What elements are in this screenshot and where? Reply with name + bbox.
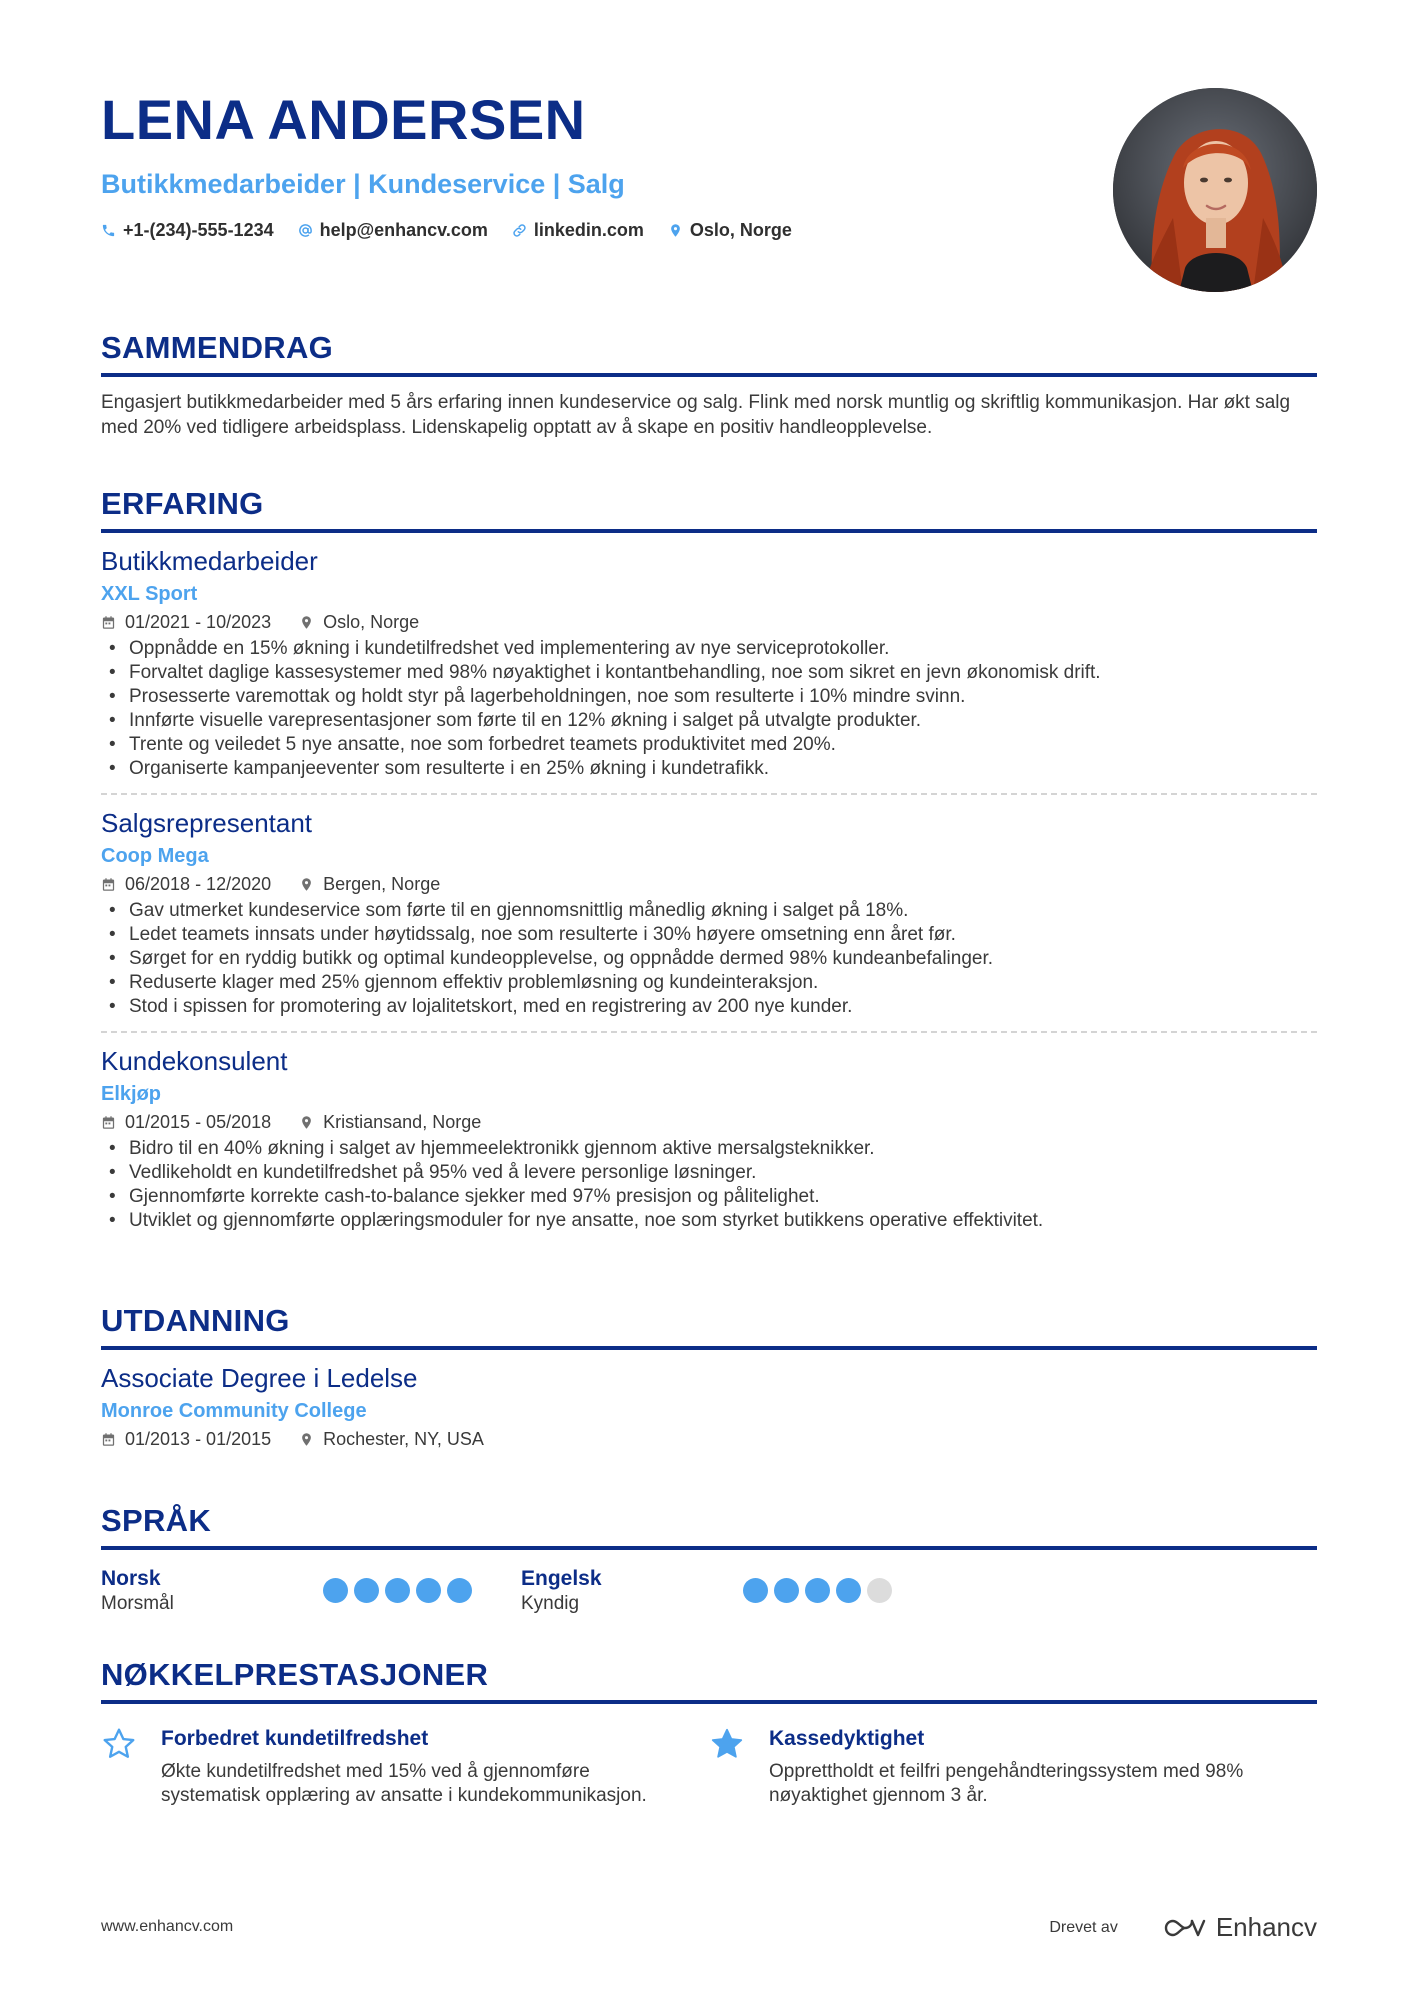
star-outline-icon [101, 1726, 137, 1762]
footer [101, 1912, 1317, 1942]
education-entry [101, 1362, 1317, 1451]
achievement-item [709, 1726, 1317, 1808]
powered-by-text: Drevet av [1049, 1918, 1118, 1936]
bullet-item: • Trente og veiledet 5 nye ansatte, noe som forbedret teamets produktivitet med 20%. [101, 733, 1317, 757]
bullet-item: • Gjennomførte korrekte cash-to-balance sjekker med 97% presisjon og pålitelighet. [101, 1185, 1317, 1209]
job-meta [101, 1110, 1317, 1134]
location-pin-icon [668, 223, 683, 238]
tagline: Butikkmedarbeider | Kundeservice | Salg [101, 169, 625, 199]
job-dates-text: 01/2015 - 05/2018 [125, 1112, 272, 1132]
achievement-title: Forbedret kundetilfredshet [161, 1727, 429, 1750]
section-divider [101, 373, 1317, 377]
rating-dot-filled [447, 1578, 472, 1603]
company-name: Elkjøp [101, 1083, 162, 1105]
job-location [299, 872, 440, 896]
bullet-item: • Innførte visuelle varepresentasjoner som førte til en 12% økning i salget på utvalgte produkter. [101, 709, 1317, 733]
rating-dot-filled [416, 1578, 441, 1603]
job-dates [101, 872, 271, 896]
section-divider [101, 1546, 1317, 1550]
contact-linkedin[interactable] [512, 218, 644, 242]
bullet-item: • Reduserte klager med 25% gjennom effektiv problemløsning og kundeinteraksjon. [101, 971, 1317, 995]
job-entry [101, 1045, 1317, 1233]
job-dates [101, 610, 271, 634]
company-name: Coop Mega [101, 845, 209, 867]
location-pin-icon [299, 1432, 314, 1447]
candidate-name: LENA ANDERSEN [101, 88, 586, 151]
job-dates-text: 01/2021 - 10/2023 [125, 612, 272, 632]
footer-url[interactable]: www.enhancv.com [101, 1918, 234, 1935]
calendar-icon [101, 1432, 116, 1447]
bullet-item: • Vedlikeholdt en kundetilfredshet på 95% ved å levere personlige løsninger. [101, 1161, 1317, 1185]
section-title-summary: SAMMENDRAG [101, 330, 334, 365]
email-text: help@enhancv.com [319, 220, 488, 240]
achievements-section [101, 1655, 1317, 1808]
language-rating [323, 1578, 472, 1616]
brand-name: Enhancv [1215, 1912, 1317, 1942]
bullet-item: • Bidro til en 40% økning i salget av hjemmeelektronikk gjennom aktive mersalgsteknikker. [101, 1137, 1317, 1161]
achievement-title: Kassedyktighet [769, 1727, 925, 1750]
bullet-item: • Stod i spissen for promotering av lojalitetskort, med en registrering av 200 nye kunder. [101, 995, 1317, 1019]
job-location-text: Bergen, Norge [323, 874, 441, 894]
entry-divider [101, 793, 1317, 795]
section-divider [101, 1346, 1317, 1350]
contact-phone [101, 218, 274, 242]
location-pin-icon [299, 1115, 314, 1130]
job-location-text: Kristiansand, Norge [323, 1112, 482, 1132]
language-rating [743, 1578, 892, 1616]
language-level: Morsmål [101, 1593, 174, 1614]
contact-email[interactable] [298, 218, 488, 242]
section-title-achievements: NØKKELPRESTASJONER [101, 1657, 489, 1692]
rating-dot-empty [867, 1578, 892, 1603]
calendar-icon [101, 877, 116, 892]
language-level: Kyndig [521, 1593, 580, 1614]
phone-icon [101, 223, 116, 238]
achievement-item [101, 1726, 709, 1808]
enhancv-logo-icon [1162, 1915, 1208, 1941]
job-title: Salgsrepresentant [101, 808, 313, 838]
link-icon [512, 223, 527, 238]
calendar-icon [101, 1115, 116, 1130]
bullet-item: • Forvaltet daglige kassesystemer med 98% nøyaktighet i kontantbehandling, noe som sikret en jevn økonomisk drift. [101, 661, 1317, 685]
rating-dot-filled [354, 1578, 379, 1603]
job-meta [101, 610, 1317, 634]
job-title: Kundekonsulent [101, 1046, 288, 1076]
job-bullets [101, 899, 1317, 1019]
achievement-description: Opprettholdt et feilfri pengehåndteringssystem med 98% nøyaktighet gjennom 3 år. [769, 1761, 1244, 1806]
header [101, 88, 1101, 242]
achievement-list [101, 1726, 1317, 1808]
at-icon [298, 223, 313, 238]
rating-dot-filled [323, 1578, 348, 1603]
achievement-description: Økte kundetilfredshet med 15% ved å gjennomføre systematisk opplæring av ansatte i kundekommunikasjon. [161, 1761, 647, 1806]
languages-section [101, 1501, 1317, 1616]
bullet-item: • Prosesserte varemottak og holdt styr på lagerbeholdningen, noe som resulterte i 10% mindre svinn. [101, 685, 1317, 709]
job-location [299, 610, 419, 634]
phone-text: +1-(234)-555-1234 [123, 220, 274, 240]
rating-dot-filled [743, 1578, 768, 1603]
location-pin-icon [299, 877, 314, 892]
linkedin-text: linkedin.com [533, 220, 644, 240]
experience-section [101, 484, 1317, 1233]
bullet-item: • Organiserte kampanjeeventer som resulterte i en 25% økning i kundetrafikk. [101, 757, 1317, 781]
job-bullets [101, 1137, 1317, 1233]
job-entry [101, 807, 1317, 1019]
summary-section [101, 328, 1317, 440]
language-item [101, 1566, 521, 1616]
footer-branding [1049, 1912, 1317, 1943]
rating-dot-filled [836, 1578, 861, 1603]
job-location [299, 1110, 481, 1134]
bullet-item: • Oppnådde en 15% økning i kundetilfredshet ved implementering av nye serviceprotokoller. [101, 637, 1317, 661]
location-pin-icon [299, 615, 314, 630]
calendar-icon [101, 615, 116, 630]
section-title-experience: ERFARING [101, 486, 264, 521]
company-name: XXL Sport [101, 583, 198, 605]
rating-dot-filled [385, 1578, 410, 1603]
education-meta [101, 1427, 1317, 1451]
section-title-languages: SPRÅK [101, 1503, 212, 1538]
entry-divider [101, 1031, 1317, 1033]
job-bullets [101, 637, 1317, 781]
bullet-item: • Ledet teamets innsats under høytidssalg, noe som resulterte i 30% høyere omsetning enn året før. [101, 923, 1317, 947]
language-name: Norsk [101, 1567, 161, 1590]
education-dates-text: 01/2013 - 01/2015 [125, 1429, 272, 1449]
section-divider [101, 529, 1317, 533]
language-list [101, 1566, 1317, 1616]
education-location-text: Rochester, NY, USA [323, 1429, 484, 1449]
job-location-text: Oslo, Norge [323, 612, 420, 632]
summary-text: Engasjert butikkmedarbeider med 5 års erfaring innen kundeservice og salg. Flink med norsk muntlig og skriftlig kommunikasjon. Har økt salg med 20% ved tidligere arbeidsplass. Lidenskapelig opptatt av å skape en positiv handleopplevelse. [101, 392, 1291, 438]
job-dates-text: 06/2018 - 12/2020 [125, 874, 272, 894]
section-title-education: UTDANNING [101, 1303, 290, 1338]
school-name: Monroe Community College [101, 1400, 367, 1422]
bullet-item: • Utviklet og gjennomførte opplæringsmoduler for nye ansatte, noe som styrket butikkens operative effektivitet. [101, 1209, 1317, 1233]
rating-dot-filled [774, 1578, 799, 1603]
profile-photo [1113, 88, 1317, 292]
education-location [299, 1427, 484, 1451]
rating-dot-filled [805, 1578, 830, 1603]
contact-location [668, 218, 792, 242]
star-filled-icon [709, 1726, 745, 1762]
bullet-item: • Gav utmerket kundeservice som førte til en gjennomsnittlig månedlig økning i salget på 18%. [101, 899, 1317, 923]
job-dates [101, 1110, 271, 1134]
contact-list [101, 218, 1101, 242]
job-meta [101, 872, 1317, 896]
education-dates [101, 1427, 271, 1451]
language-name: Engelsk [521, 1567, 602, 1590]
education-section [101, 1301, 1317, 1451]
job-entry [101, 545, 1317, 781]
location-text: Oslo, Norge [689, 220, 792, 240]
brand-logo[interactable] [1162, 1912, 1317, 1943]
section-divider [101, 1700, 1317, 1704]
language-item [521, 1566, 941, 1616]
job-title: Butikkmedarbeider [101, 546, 318, 576]
degree-title: Associate Degree i Ledelse [101, 1363, 418, 1393]
bullet-item: • Sørget for en ryddig butikk og optimal kundeopplevelse, og oppnådde dermed 98% kundeanbefalinger. [101, 947, 1317, 971]
